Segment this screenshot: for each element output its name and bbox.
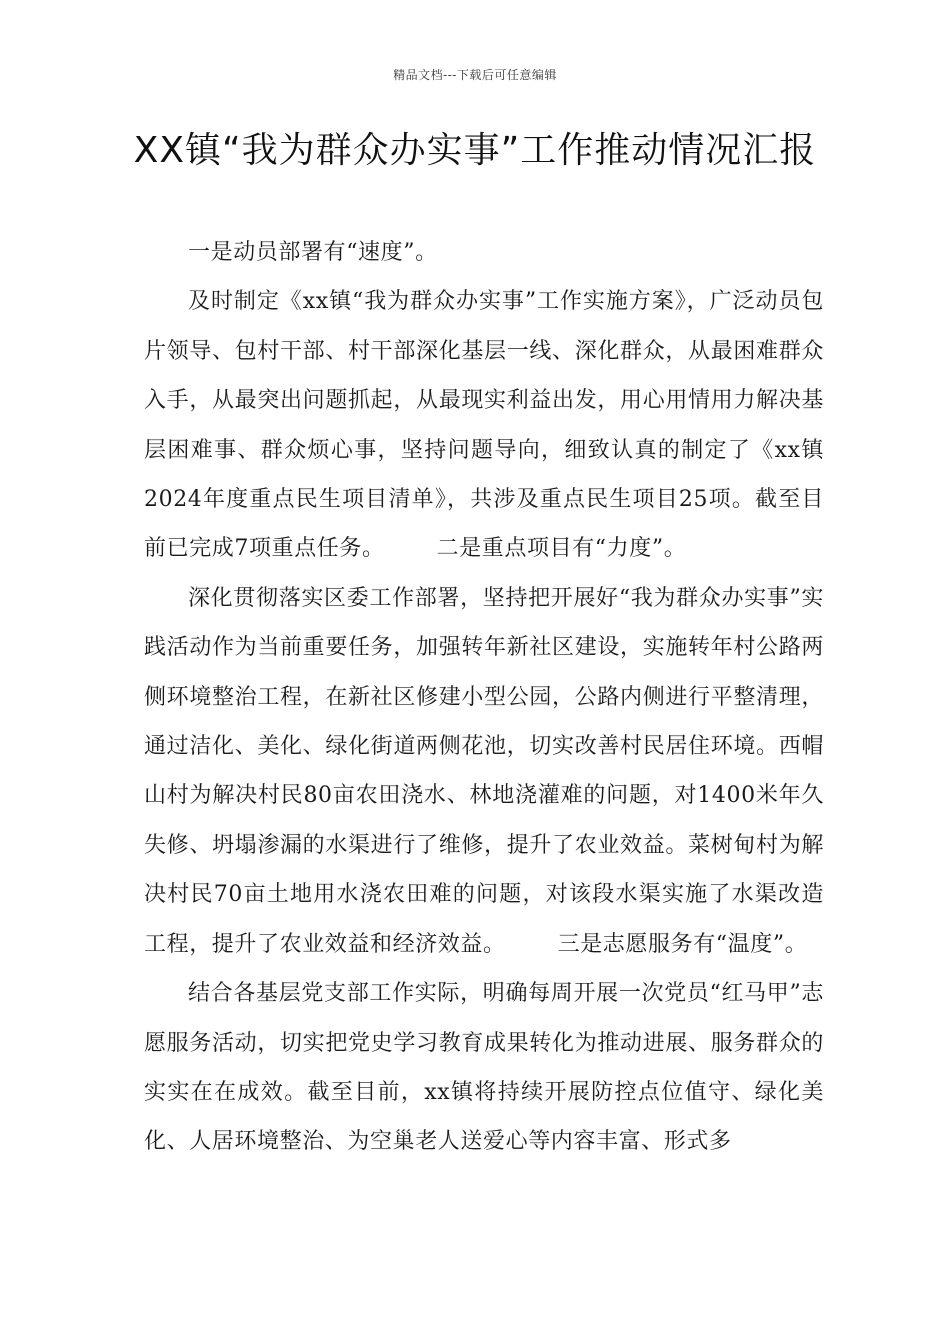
paragraph-text: 结合各基层党支部工作实际，明确每周开展一次党员“红马甲”志愿服务活动，切实把党史学习教育成果转化为推动进展、服务群众的实实在在成效。截至目前，xx镇将持续开展防控点位值守、绿化美化、人居环境整治、为空巢老人送爱心等内容丰富、形式多 — [144, 981, 824, 1155]
paragraph-heading: 三是志愿服务有“温度”。 — [557, 931, 808, 957]
paragraph — [144, 969, 824, 1167]
document-title: XX镇“我为群众办实事”工作推动情况汇报 — [133, 130, 817, 171]
paragraph-text: 一是动员部署有“速度”。 — [188, 240, 438, 265]
paragraph-text: 深化贯彻落实区委工作部署，坚持把开展好“我为群众办实事”实践活动作为当前重要任务，加强转年新社区建设，实施转年村公路两侧环境整治工程，在新社区修建小型公园，公路内侧进行平整清理，通过洁化、美化、绿化街道两侧花池，切实改善村民居住环境。西帽山村为解决村民80亩农田浇水、林地浇灌难的问题，对1400米年久失修、坍塌渗漏的水渠进行了维修，提升了农业效益。菜树甸村为解决村民70亩土地用水浇农田难的问题，对该段水渠实施了水渠改造工程，提升了农业效益和经济效益。 — [144, 585, 824, 957]
paragraph — [144, 574, 824, 969]
paragraph — [144, 277, 824, 573]
header-note: 精品文档---下载后可任意编辑 — [393, 68, 557, 82]
document-body — [144, 228, 824, 1167]
paragraph — [144, 228, 824, 277]
paragraph-heading: 二是重点项目有“力度”。 — [436, 536, 687, 562]
paragraph-text: 及时制定《xx镇“我为群众办实事”工作实施方案》，广泛动员包片领导、包村干部、村干部深化基层一线、深化群众，从最困难群众入手，从最突出问题抓起，从最现实利益出发，用心用情用力解决基层困难事、群众烦心事，坚持问题导向，细致认真的制定了《xx镇2024年度重点民生项目清单》，共涉及重点民生项目25项。截至目前已完成7项重点任务。 — [144, 289, 824, 562]
